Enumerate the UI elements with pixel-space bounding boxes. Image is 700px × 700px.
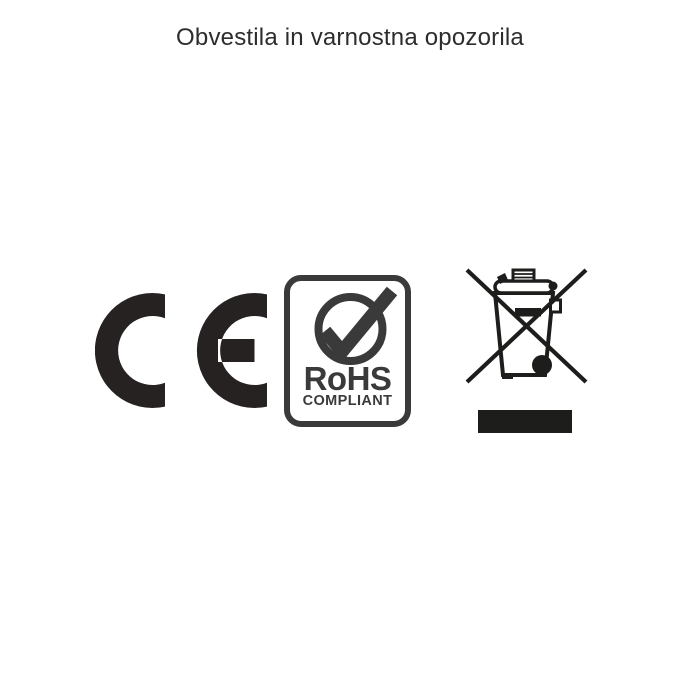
crossed-out-bin-icon bbox=[458, 258, 593, 438]
rohs-label: RoHS bbox=[303, 360, 392, 397]
weee-bar bbox=[478, 410, 572, 433]
bin-lid bbox=[495, 281, 553, 293]
bin-lid-handle bbox=[513, 270, 534, 281]
ce-letter-e bbox=[197, 293, 267, 408]
bin-lid-dot bbox=[549, 282, 558, 291]
rohs-badge bbox=[284, 275, 411, 427]
page-title: Obvestila in varnostna opozorila bbox=[176, 24, 524, 51]
ce-letter-c bbox=[95, 293, 165, 408]
weee-symbol bbox=[458, 258, 593, 438]
bin-wheel bbox=[532, 355, 552, 375]
bin-foot bbox=[502, 373, 513, 379]
ce-mark-icon bbox=[95, 293, 267, 408]
rohs-compliant-label: COMPLIANT bbox=[302, 393, 393, 409]
